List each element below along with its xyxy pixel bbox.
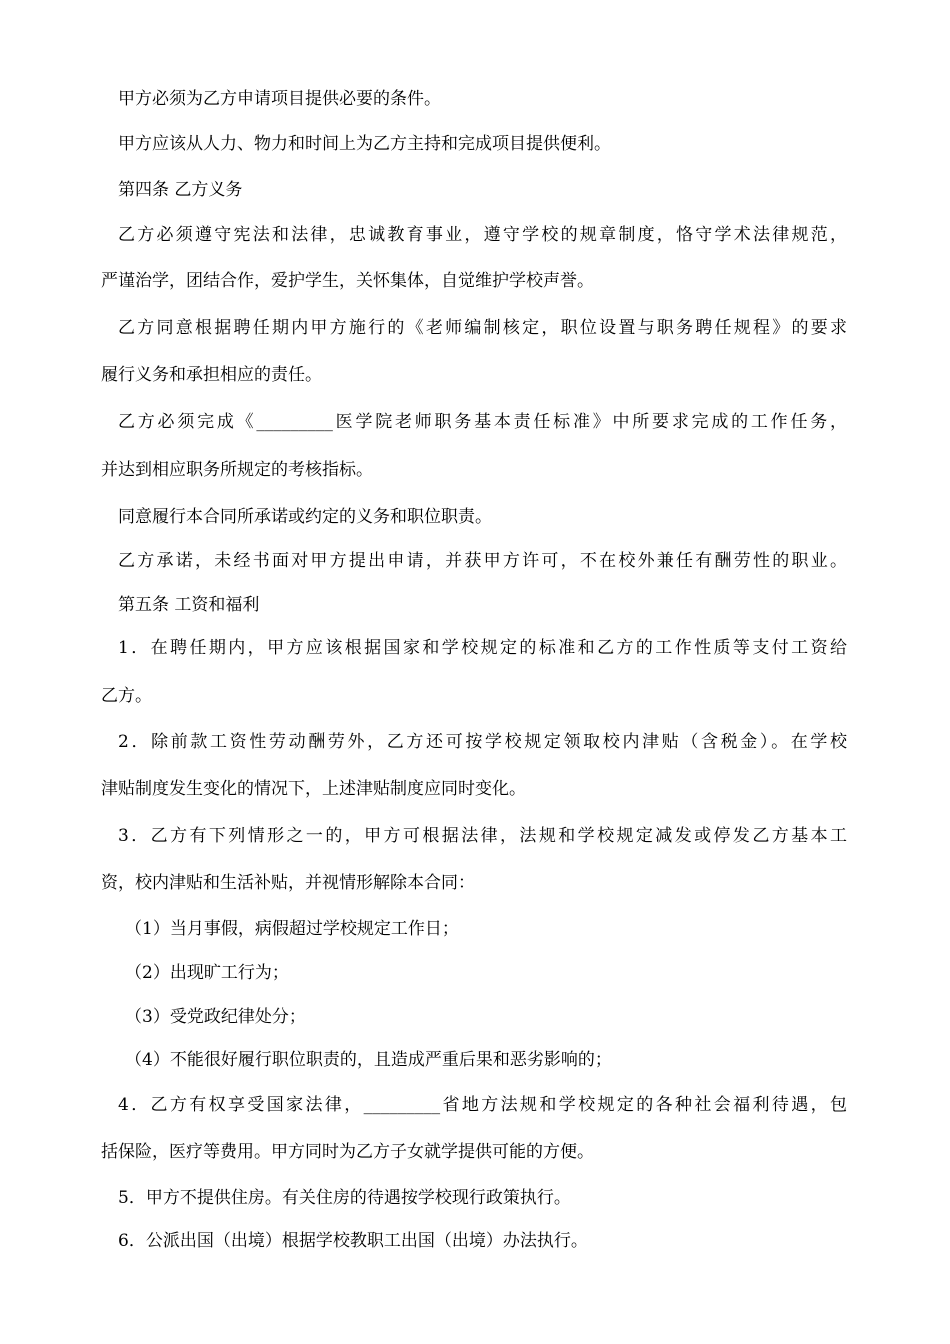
paragraph-line: 乙方必须完成《_________医学院老师职务基本责任标准》中所要求完成的工作任务， <box>118 412 847 432</box>
list-item: （1）当月事假，病假超过学校规定工作日； <box>125 919 459 939</box>
paragraph-line: 3．乙方有下列情形之一的，甲方可根据法律，法规和学校规定减发或停发乙方基本工 <box>118 826 847 846</box>
paragraph-line: 履行义务和承担相应的责任。 <box>101 365 322 385</box>
section-heading: 第五条 工资和福利 <box>118 595 260 615</box>
paragraph-line: 乙方。 <box>101 686 152 706</box>
list-item: （3）受党政纪律处分； <box>125 1007 306 1027</box>
paragraph-line: 同意履行本合同所承诺或约定的义务和职位职责。 <box>118 507 492 527</box>
list-item: （4）不能很好履行职位职责的，且造成严重后果和恶劣影响的； <box>125 1050 612 1070</box>
paragraph-line: 1．在聘任期内，甲方应该根据国家和学校规定的标准和乙方的工作性质等支付工资给 <box>118 638 847 658</box>
paragraph-line: 2．除前款工资性劳动酬劳外，乙方还可按学校规定领取校内津贴（含税金）。在学校 <box>118 732 847 752</box>
paragraph-line: 并达到相应职务所规定的考核指标。 <box>101 460 373 480</box>
paragraph-line: 甲方应该从人力、物力和时间上为乙方主持和完成项目提供便利。 <box>118 134 611 154</box>
paragraph-line: 5．甲方不提供住房。有关住房的待遇按学校现行政策执行。 <box>118 1188 571 1208</box>
paragraph-line: 严谨治学，团结合作，爱护学生，关怀集体，自觉维护学校声誉。 <box>101 271 594 291</box>
paragraph-line: 津贴制度发生变化的情况下，上述津贴制度应同时变化。 <box>101 779 526 799</box>
list-item: （2）出现旷工行为； <box>125 963 289 983</box>
paragraph-line: 括保险，医疗等费用。甲方同时为乙方子女就学提供可能的方便。 <box>101 1142 594 1162</box>
paragraph-line: 甲方必须为乙方申请项目提供必要的条件。 <box>118 89 441 109</box>
paragraph-line: 4．乙方有权享受国家法律，_________省地方法规和学校规定的各种社会福利待遇，包 <box>118 1095 847 1115</box>
section-heading: 第四条 乙方义务 <box>118 180 243 200</box>
paragraph-line: 6．公派出国（出境）根据学校教职工出国（出境）办法执行。 <box>118 1231 588 1251</box>
paragraph-line: 乙方承诺，未经书面对甲方提出申请，并获甲方许可，不在校外兼任有酬劳性的职业。 <box>118 551 847 571</box>
paragraph-line: 乙方同意根据聘任期内甲方施行的《老师编制核定，职位设置与职务聘任规程》的要求 <box>118 318 847 338</box>
paragraph-line: 资，校内津贴和生活补贴，并视情形解除本合同： <box>101 873 475 893</box>
paragraph-line: 乙方必须遵守宪法和法律，忠诚教育事业，遵守学校的规章制度，恪守学术法律规范， <box>118 225 847 245</box>
